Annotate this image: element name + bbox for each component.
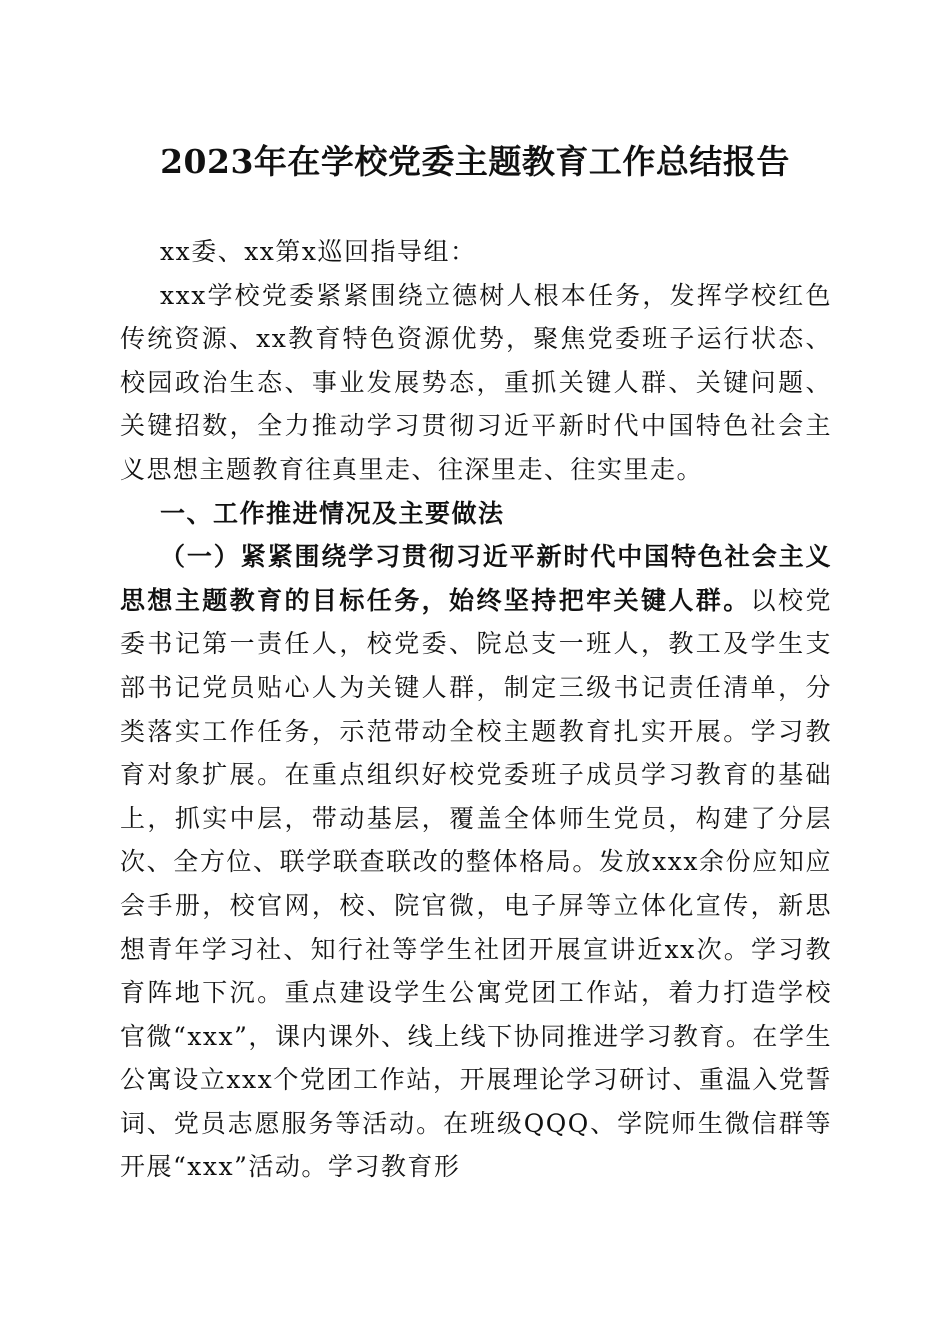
document-body bbox=[120, 230, 832, 1189]
salutation: xx委、xx第x巡回指导组： bbox=[160, 237, 477, 266]
section-paragraph bbox=[120, 535, 832, 1189]
intro-paragraph: xxx学校党委紧紧围绕立德树人根本任务，发挥学校红色传统资源、xx教育特色资源优势，聚焦党委班子运行状态、校园政治生态、事业发展势态，重抓关键人群、关键问题、关键招数，全力推动学习贯彻习近平新时代中国特色社会主义思想主题教育往真里走、往深里走、往实里走。 bbox=[120, 280, 832, 484]
paragraph-body: 以校党委书记第一责任人，校党委、院总支一班人，教工及学生支部书记党员贴心人为关键人群，制定三级书记责任清单，分类落实工作任务，示范带动全校主题教育扎实开展。学习教育对象扩展。在重点组织好校党委班子成员学习教育的基础上，抓实中层，带动基层，覆盖全体师生党员，构建了分层次、全方位、联学联查联改的整体格局。发放xxx余份应知应会手册，校官网，校、院官微，电子屏等立体化宣传，新思想青年学习社、知行社等学生社团开展宣讲近xx次。学习教育阵地下沉。重点建设学生公寓党团工作站，着力打造学校官微“xxx”，课内课外、线上线下协同推进学习教育。在学生公寓设立xxx个党团工作站，开展理论学习研讨、重温入党誓词、党员志愿服务等活动。在班级QQQ、学院师生微信群等开展“xxx”活动。学习教育形 bbox=[120, 585, 832, 1182]
paragraph-lead: （一）紧紧围绕学习贯彻习近平新时代中国特色社会主义思想主题教育的目标任务，始终坚持把牢关键人群。 bbox=[120, 542, 832, 615]
document-title: 2023年在学校党委主题教育工作总结报告 bbox=[160, 142, 790, 181]
section-heading: 一、工作推进情况及主要做法 bbox=[160, 498, 505, 528]
